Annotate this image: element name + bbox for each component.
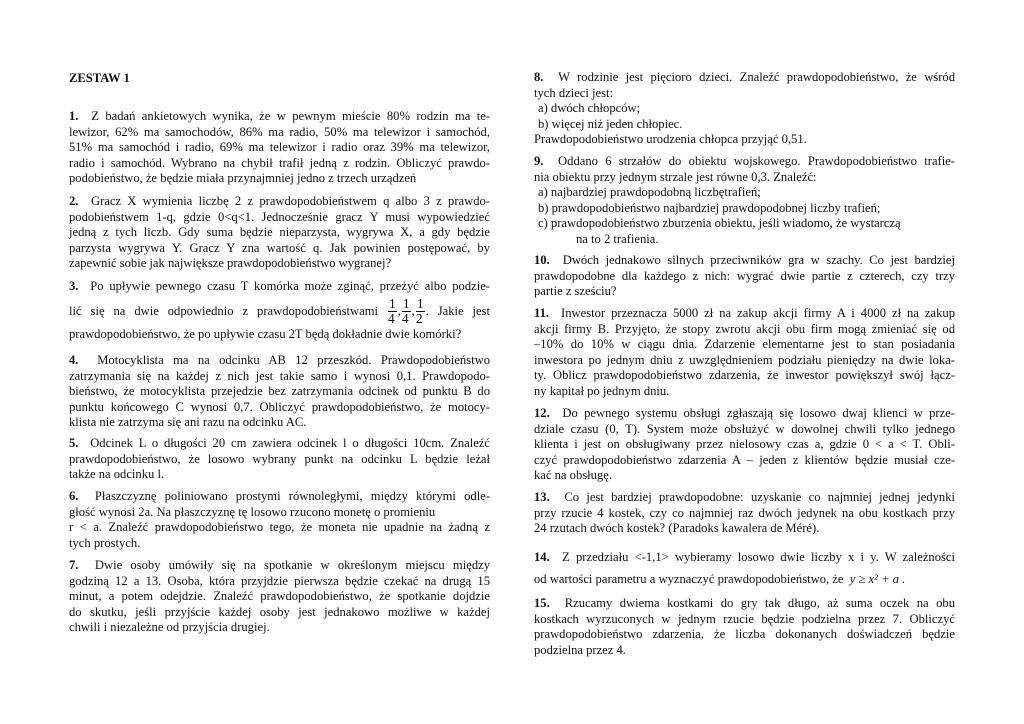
problem-14-number: 14. [534,550,550,564]
problem-8-number: 8. [534,70,544,84]
problem-2 [69,194,490,272]
problem-7-line: minut, a potem odejdzie. Znaleźć prawdopodobieństwo, że spotkanie dojdzie [69,589,490,604]
problem-3-line: prawdopodobieństwo, że po upływie czasu 2T będą dokładnie dwie komórki? [69,326,462,341]
problem-5 [69,436,490,483]
problem-6-line: tych prostych. [69,535,141,550]
problem-3-line: Jakie jest [437,303,491,318]
problem-3: 3. Po upływie pewnego czasu T komórka może zginąć, przeżyć albo podzie- lić się na dwie odpowiednio z prawdopodobieństwami $\frac{1}{4}$ , $\frac{1}{4}$ , $\frac{1}{2}$ . Jakie jest prawdopodobieństwo, że po upływie czasu 2T będą dokładnie dwie komórki? [69,279,491,341]
problem-6-line: Płaszczyznę poliniowano prostymi równoległymi, między którymi odle- [94,489,491,503]
problem-2-line: parzysta wygrywa Y. Gracz Y zna wartość q. Jak powinien postępować, by [69,240,490,255]
problem-11-number: 11. [534,306,550,320]
problem-1-line: lewizor, 62% ma samochodów, 86% ma radio, 50% ma telewizor i samochód, [69,124,490,139]
problem-4-number: 4. [69,353,79,367]
problem-8-line: Prawdopodobieństwo urodzenia chłopca przyjąć 0,51. [534,132,807,147]
problem-11-line: inwestora po jednym dniu z uwzględnieniem podziału pieniędzy na dwie loka- [534,352,955,367]
problem-7-line: godziną 12 a 13. Osoba, która przyjdzie pierwsza będzie czekać na drugą 15 [69,573,490,588]
problem-13-number: 13. [534,490,550,504]
problem-15 [534,596,955,658]
problem-10 [534,253,955,300]
problem-9-line: nia obiektu przy jednym strzale jest równe 0,3. Znaleźć: [534,169,817,184]
problem-1-number: 1. [69,109,79,123]
problem-2-line: podobieństwem 1-q, gdzie 0<q<1. Jednocześnie gracz Y musi wypowiedzieć [69,209,490,224]
problem-1 [69,109,490,187]
problem-5-line: prawdopodobieństwo, że losowo wybrany punkt na odcinku L będzie leżał [69,451,490,466]
problem-2-line: Gracz X wymienia liczbę 2 z prawdopodobieństwem q albo 3 z prawdo- [90,194,490,208]
problem-4-line: klista nie zatrzyma się ani razu na odcinku AC. [69,415,307,430]
problem-12-line: dziale czasu (0, T). System może obsłużyć w dowolnej chwili tylko jednego [534,421,955,436]
problem-9 [534,154,955,248]
problem-15-line: podzielna przez 4. [534,642,626,657]
problem-10-number: 10. [534,253,550,267]
problem-15-number: 15. [534,596,550,610]
problem-2-line: jedną z tych liczb. Gdy suma będzie nieparzysta, wygrywa X, a gdy będzie [69,225,490,240]
problem-14-formula: y ≥ x² + a . [849,571,906,586]
problem-9-line: Oddano 6 strzałów do obiektu wojskowego. Prawdopodobieństwo trafie- [558,154,956,168]
problem-1-line: Z badań ankietowych wynika, że w pewnym mieście 80% rodzin ma te- [91,109,490,123]
problem-7-line: chwili i niezależne od przyjścia drugiej. [69,620,270,635]
problem-14-line: Z przedziału <-1,1> wybieramy losowo dwie liczby x i y. W zależności [562,550,956,564]
problem-5-line: Odcinek L o długości 20 cm zawiera odcinek l o długości 10cm. Znaleźć [90,436,490,450]
problem-6-line: głość wynosi 2a. Na płaszczyznę tę losowo rzucono monetę o promieniu [69,504,436,519]
problem-9-item-c: c) prawdopodobieństwo zburzenia obiektu, jeśli wiadomo, że wystarczą [538,216,901,231]
problem-15-line: kostkach wyrzuconych w jednym rzucie będzie podzielna przez 7. Obliczyć [534,611,955,626]
fraction-1-2: $\frac{1}{2}$ [415,296,424,327]
problem-11-line: ny kapitał po jednym dniu. [534,383,670,398]
problem-1-line: radio i samochód. Wybrano na chybił trafił jedną z rodzin. Obliczyć prawdo- [69,155,490,170]
problem-6 [69,489,490,551]
problem-4-line: bieństwo, że motocyklista przejedzie bez zatrzymania odcinek od punktu B do [69,384,490,399]
fraction-1-4-b: $\frac{1}{4}$ [401,296,410,327]
problem-9-number: 9. [534,154,544,168]
problem-9-item-b: b) prawdopodobieństwo najbardziej prawdopodobnej liczby trafień; [538,200,881,215]
set-title: ZESTAW 1 [69,71,130,85]
problem-12-line: czyć prawdopodobieństwo zdarzenia A – jeden z klientów będzie musiał cze- [534,452,955,467]
problem-6-number: 6. [69,489,79,503]
problem-13-line: 24 rzutach dwóch kostek? (Paradoks kawalera de Méré). [534,521,820,536]
problem-11-line: –10% do 10% w ciągu dnia. Zdarzenie elementarne jest to stan posiadania [534,337,955,352]
problem-13-line: Co jest bardziej prawdopodobne: uzyskanie co najmniej jednej jedynki [564,490,956,504]
problem-4-line: zatrzymania się na każdej z nich jest takie samo i wynosi 0,1. Prawdopodo- [69,368,490,383]
fraction-1-4: $\frac{1}{4}$ [388,296,396,327]
problem-5-line: także na odcinku l. [69,467,165,482]
problem-12 [534,406,955,484]
problem-10-line: Dwóch jednakowo silnych przeciwników gra w szachy. Co jest bardziej [562,253,955,267]
problem-8-line: W rodzinie jest pięcioro dzieci. Znaleźć prawdopodobieństwo, że wśród [558,70,955,84]
problem-12-line: kać na obsługę. [534,468,612,483]
problem-1-line: podobieństwo, że będzie miała przynajmniej jedno z trzech urządzeń [69,171,417,186]
problem-13 [534,490,955,537]
problem-8-item-a: a) dwóch chłopców; [538,101,641,116]
problem-4-line: punktu końcowego C wynosi 0,7. Obliczyć prawdopodobieństwo, że motocy- [69,399,490,414]
problem-12-number: 12. [534,406,550,420]
problem-9-item-a: a) najbardziej prawdopodobną liczbętrafień; [538,185,761,200]
problem-12-line: Do pewnego systemu obsługi zgłaszają się losowo dwaj klienci w prze- [562,406,956,420]
problem-1-line: 51% ma samochód i radio, 69% ma telewizor i radio oraz 39% ma telewizor, [69,140,490,155]
problem-7 [69,558,490,636]
problem-10-line: prawdopodobne dla każdego z nich: wygrać dwie partie z czterech, czy trzy [534,268,955,283]
problem-7-line: do skutku, jeśli przyjście każdej osoby jest jednakowo możliwe w każdej [69,604,490,619]
problem-3-number: 3. [69,279,79,293]
problem-8 [534,70,955,148]
problem-9-item-c-cont: na to 2 trafienia. [576,231,659,246]
problem-8-line: tych dzieci jest: [534,85,614,100]
problem-15-line: prawdopodobieństwo zdarzenia, że liczba dokonanych doświadczeń będzie [534,627,955,642]
problem-2-line: zapewnić sobie jak największe prawdopodobieństwo wygranej? [69,256,392,271]
problem-4-line: Motocyklista ma na odcinku AB 12 przeszkód. Prawdopodobieństwo [97,353,491,367]
problem-12-line: klienta i jest on obsługiwany przez nielosowy czas a, gdzie 0 < a < T. Obli- [534,437,955,452]
problem-14-line: od wartości parametru a wyznaczyć prawdopodobieństwo, że [534,571,844,586]
problem-3-line: Po upływie pewnego czasu T komórka może zginąć, przeżyć albo podzie- [90,279,491,293]
problem-7-number: 7. [69,558,79,572]
problem-7-line: Dwie osoby umówiły się na spotkanie w określonym miejscu między [94,558,491,572]
problem-2-number: 2. [69,194,79,208]
problem-8-item-b: b) więcej niż jeden chłopiec. [538,116,683,131]
problem-13-line: przy rzucie 4 kostek, czy co najmniej raz dwóch jedynek na obu kostkach przy [534,505,955,520]
problem-15-line: Rzucamy dwiema kostkami do gry tak długo, aż suma oczek na obu [564,596,955,610]
problem-11-line: akcji firmy B. Przyjęto, że stopy zwrotu akcji obu firm mogą zmieniać się od [534,321,955,336]
problem-5-number: 5. [69,436,79,450]
problem-4 [69,353,490,431]
problem-11 [534,306,955,400]
problem-6-line: r < a. Znaleźć prawdopodobieństwo tego, że moneta nie upadnie na żadną z [69,520,490,535]
problem-11-line: ty. Oblicz prawdopodobieństwo zdarzenia, że inwestor powiększył swój łącz- [534,368,955,383]
problem-11-line: Inwestor przeznacza 5000 zł na zakup akcji firmy A i 4000 zł na zakup [561,306,955,320]
problem-10-line: partie z sześciu? [534,284,617,299]
problem-3-line: lić się na dwie odpowiednio z prawdopodobieństwami [69,303,379,318]
problem-14 [534,550,955,587]
